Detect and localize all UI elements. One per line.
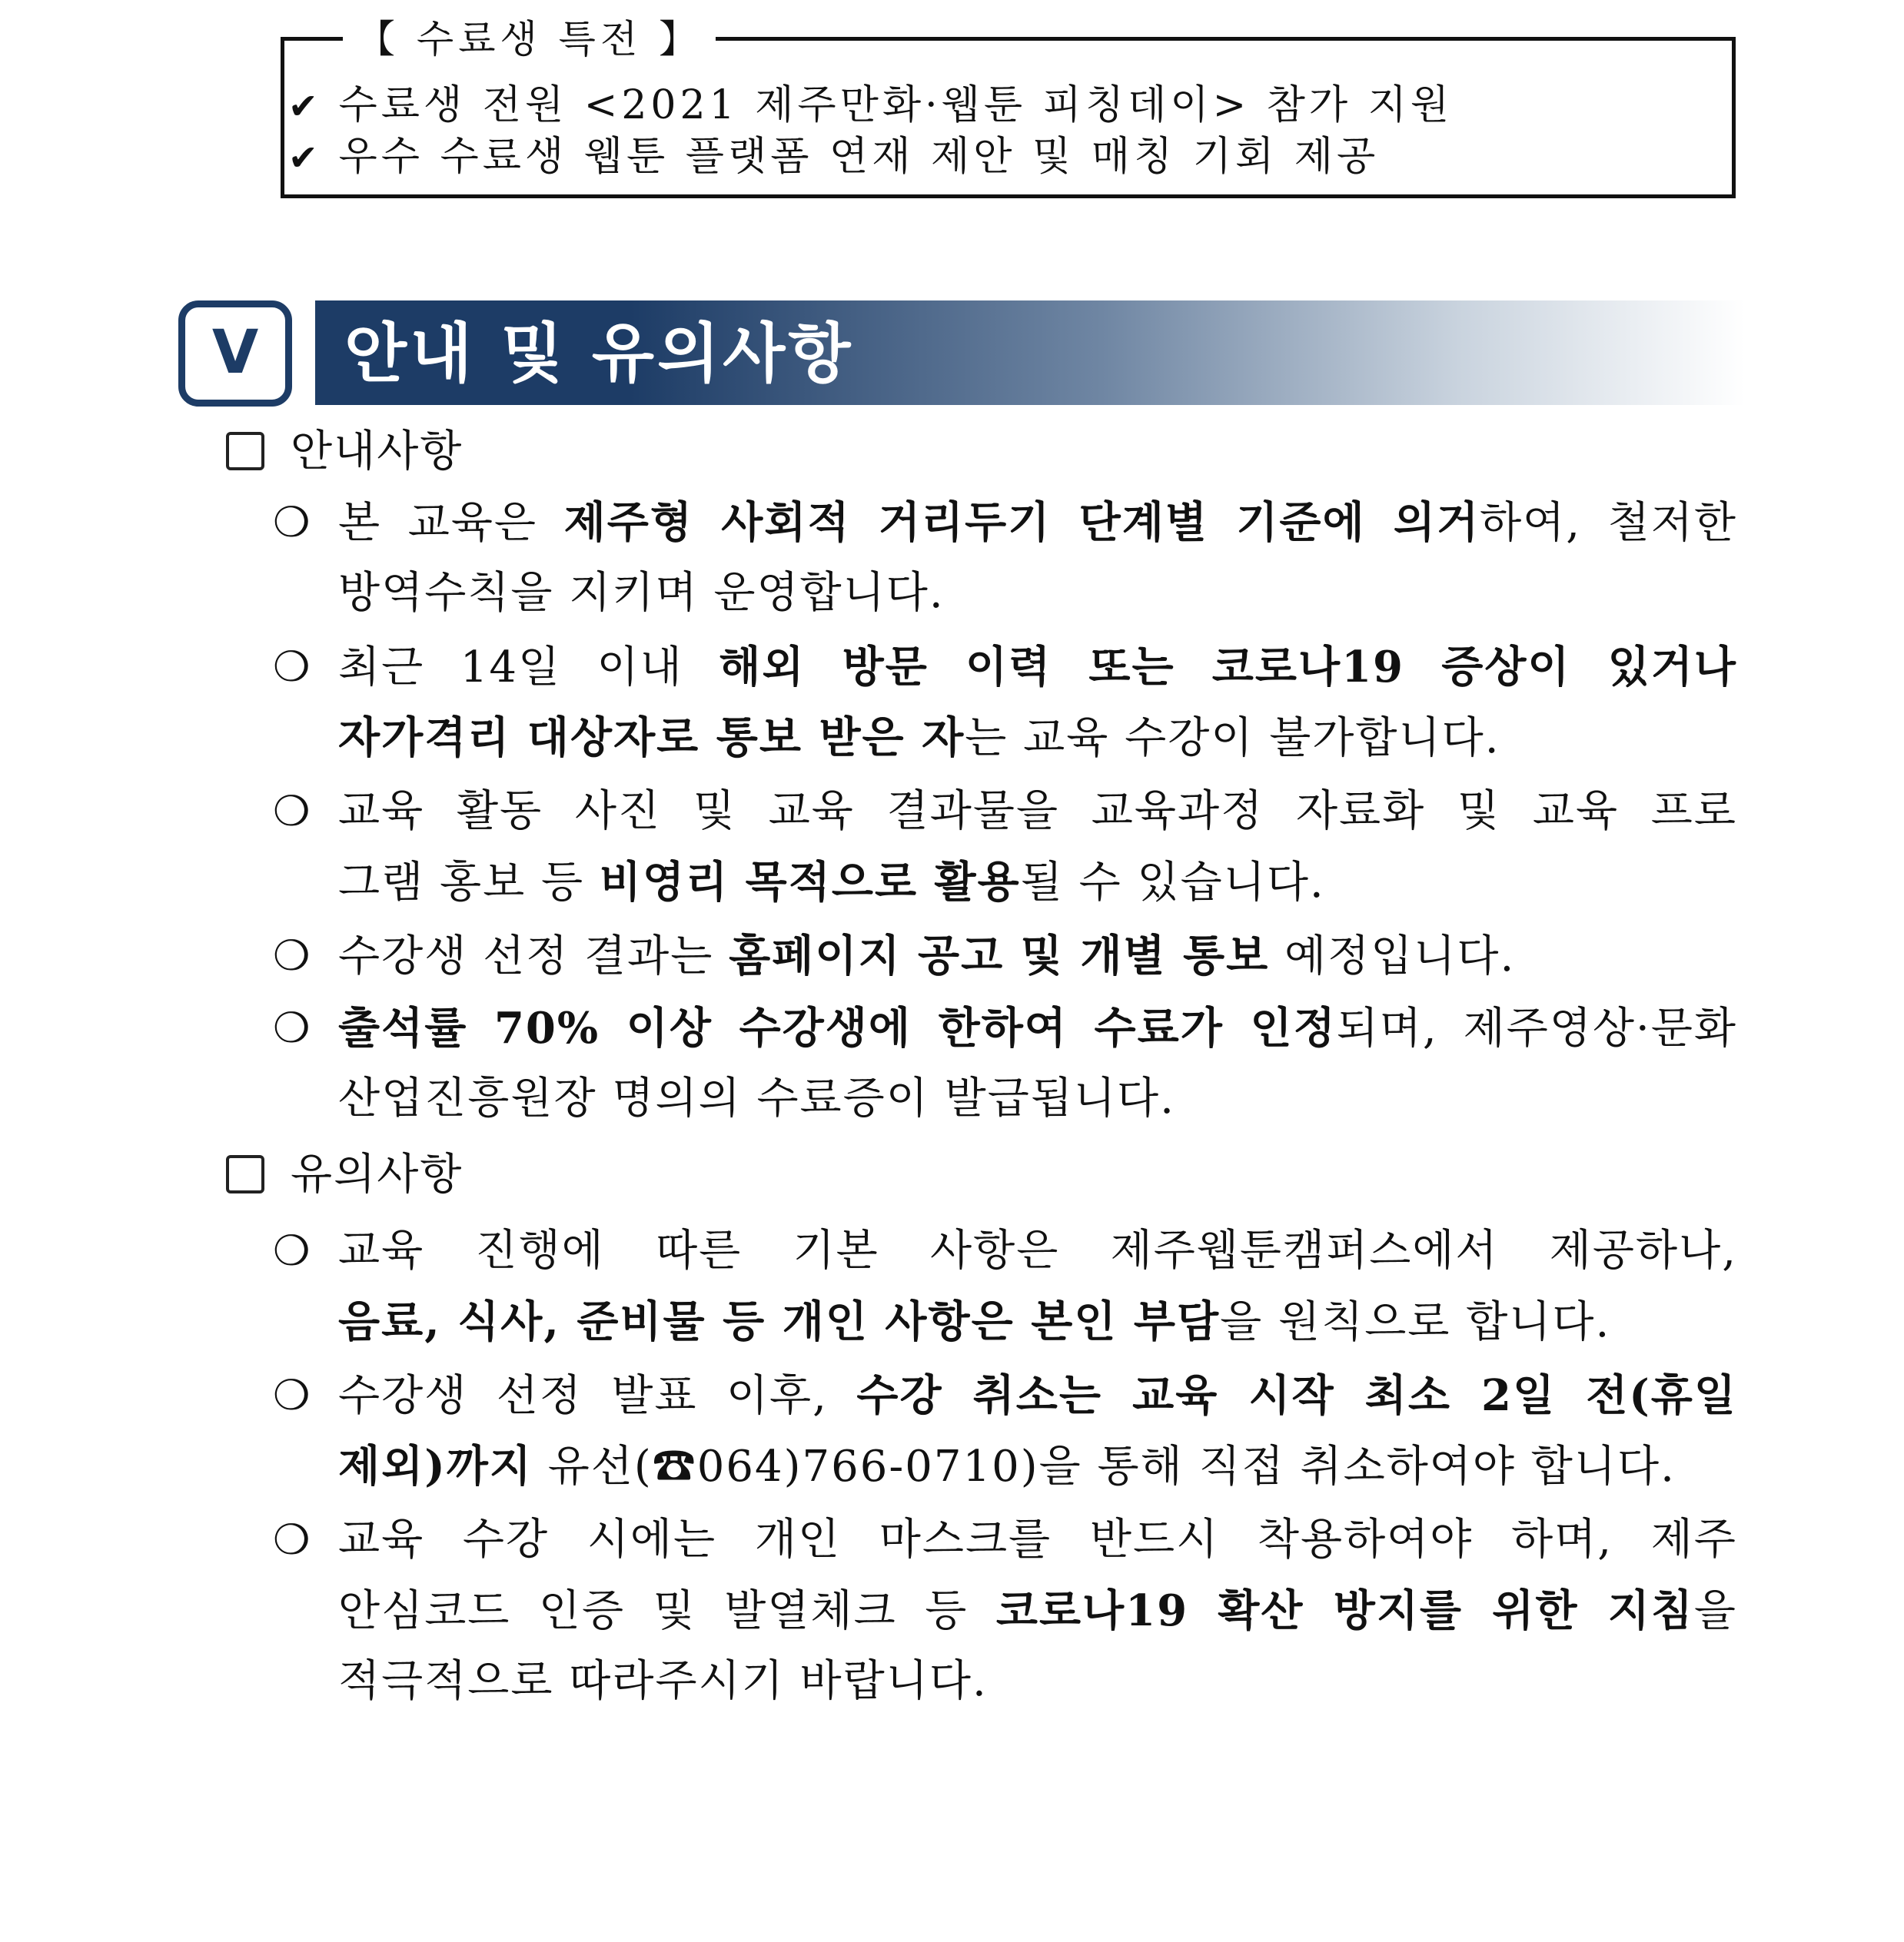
item-text: 산업진흥원장 명의의 수료증이 발급됩니다. bbox=[338, 1074, 1175, 1124]
item-text: 될 수 있습니다. bbox=[1020, 858, 1325, 908]
circle-bullet-icon: ❍ bbox=[273, 1371, 311, 1419]
item-bold-text: 해외 방문 이력 또는 코로나19 증상이 있거나 bbox=[719, 642, 1737, 692]
list-item bbox=[273, 776, 1737, 918]
item-line bbox=[338, 921, 1737, 991]
item-text: 예정입니다. bbox=[1269, 931, 1516, 981]
item-line bbox=[338, 558, 1737, 629]
circle-bullet-icon: ❍ bbox=[273, 498, 311, 546]
item-text: 교육 활동 사진 및 교육 결과물을 교육과정 자료화 및 교육 프로 bbox=[338, 786, 1737, 836]
item-line bbox=[338, 1286, 1737, 1357]
item-text: 안심코드 인증 및 발열체크 등 bbox=[338, 1586, 996, 1636]
benefit-item bbox=[288, 80, 1453, 131]
item-line bbox=[338, 993, 1737, 1064]
item-text: 최근 14일 이내 bbox=[338, 642, 719, 692]
item-line bbox=[338, 1216, 1737, 1286]
item-bold-text: 제외)까지 bbox=[338, 1441, 533, 1492]
item-text: 본 교육은 bbox=[338, 498, 564, 548]
item-bold-text: 자가격리 대상자로 통보 받은 자 bbox=[338, 712, 965, 763]
item-text: 적극적으로 따라주시기 바랍니다. bbox=[338, 1656, 988, 1706]
list-item bbox=[273, 993, 1737, 1134]
item-text: 교육 수강 시에는 개인 마스크를 반드시 착용하여야 하며, 제주 bbox=[338, 1515, 1737, 1565]
item-line bbox=[338, 487, 1737, 558]
item-text: 유선(☎064)766-0710)을 통해 직접 취소하여야 합니다. bbox=[532, 1442, 1676, 1492]
section-title: 안내 및 유의사항 bbox=[344, 316, 854, 391]
list-item bbox=[273, 1360, 1737, 1502]
subheading-guide bbox=[226, 425, 463, 479]
item-text: 그램 홍보 등 bbox=[338, 858, 600, 908]
circle-bullet-icon: ❍ bbox=[273, 931, 311, 980]
subheading-label: 유의사항 bbox=[291, 1150, 464, 1200]
item-bold-text: 비영리 목적으로 활용 bbox=[599, 857, 1021, 908]
circle-bullet-icon: ❍ bbox=[273, 1004, 311, 1052]
item-bold-text: 출석률 70% 이상 수강생에 한하여 수료가 인정 bbox=[338, 1003, 1337, 1054]
item-line bbox=[338, 702, 1737, 773]
item-line bbox=[338, 1505, 1737, 1575]
item-line bbox=[338, 1360, 1737, 1431]
item-line bbox=[338, 1646, 1737, 1717]
item-bold-text: 음료, 식사, 준비물 등 개인 사항은 본인 부담 bbox=[338, 1296, 1221, 1347]
item-bold-text: 제주형 사회적 거리두기 단계별 기준에 의거 bbox=[563, 497, 1480, 548]
item-text: 을 원칙으로 합니다. bbox=[1220, 1297, 1611, 1347]
item-line bbox=[338, 1431, 1737, 1502]
checkbox-square-icon bbox=[226, 1155, 264, 1193]
item-text: 교육 진행에 따른 기본 사항은 제주웹툰캠퍼스에서 제공하나, bbox=[338, 1226, 1737, 1276]
item-line bbox=[338, 847, 1737, 918]
circle-bullet-icon: ❍ bbox=[273, 1227, 311, 1275]
item-text: 하여, 철저한 bbox=[1480, 498, 1737, 548]
item-text: 수강생 선정 발표 이후, bbox=[338, 1371, 857, 1421]
subheading-label: 안내사항 bbox=[291, 427, 464, 476]
circle-bullet-icon: ❍ bbox=[273, 787, 311, 835]
subheading-caution bbox=[226, 1148, 463, 1202]
benefit-text: 우수 수료생 웹툰 플랫폼 연재 제안 및 매칭 기회 제공 bbox=[338, 134, 1380, 180]
item-bold-text: 수강 취소는 교육 시작 최소 2일 전(휴일 bbox=[856, 1370, 1737, 1421]
list-item bbox=[273, 1216, 1737, 1357]
section-number-badge: V bbox=[178, 300, 292, 407]
benefits-title: 【 수료생 특전 】 bbox=[343, 9, 716, 69]
benefit-text: 수료생 전원 <2021 제주만화·웹툰 피칭데이> 참가 지원 bbox=[338, 82, 1454, 128]
checkbox-square-icon bbox=[226, 432, 264, 470]
benefit-item bbox=[288, 131, 1379, 183]
item-line bbox=[338, 776, 1737, 847]
check-icon: ✔ bbox=[288, 85, 322, 127]
item-bold-text: 홈페이지 공고 및 개별 통보 bbox=[729, 931, 1270, 981]
list-item bbox=[273, 487, 1737, 629]
list-item bbox=[273, 1505, 1737, 1717]
item-bold-text: 코로나19 확산 방지를 위한 지침 bbox=[995, 1585, 1694, 1636]
item-text: 방역수칙을 지키며 운영합니다. bbox=[338, 568, 945, 618]
list-item bbox=[273, 921, 1737, 991]
item-text: 는 교육 수강이 불가합니다. bbox=[965, 713, 1500, 763]
check-icon: ✔ bbox=[288, 137, 322, 178]
item-line bbox=[338, 1575, 1737, 1646]
circle-bullet-icon: ❍ bbox=[273, 642, 311, 691]
circle-bullet-icon: ❍ bbox=[273, 1515, 311, 1564]
item-line bbox=[338, 1064, 1737, 1134]
item-text: 을 bbox=[1693, 1586, 1737, 1636]
item-text: 수강생 선정 결과는 bbox=[338, 931, 729, 981]
item-text: 되며, 제주영상·문화 bbox=[1336, 1004, 1737, 1054]
list-item bbox=[273, 632, 1737, 773]
item-line bbox=[338, 632, 1737, 702]
